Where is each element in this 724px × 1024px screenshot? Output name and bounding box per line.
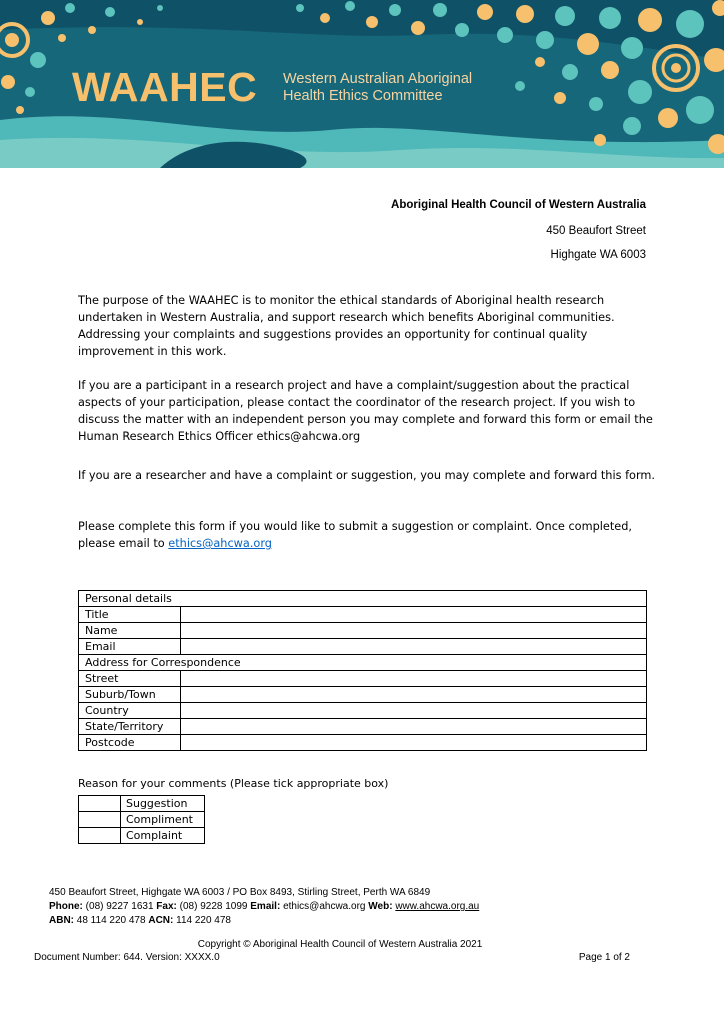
field-label: Street bbox=[79, 671, 181, 687]
reason-title: Reason for your comments (Please tick appropriate box) bbox=[78, 777, 389, 790]
email-field[interactable] bbox=[181, 639, 647, 655]
option-label: Compliment bbox=[121, 812, 205, 828]
address-org: Aboriginal Health Council of Western Australia bbox=[391, 199, 646, 211]
table-row bbox=[79, 671, 647, 687]
phone-value: (08) 9227 1631 bbox=[85, 901, 154, 912]
footer-address: 450 Beaufort Street, Highgate WA 6003 / PO Box 8493, Stirling Street, Perth WA 6849 bbox=[49, 887, 431, 898]
title-field[interactable] bbox=[181, 607, 647, 623]
purpose-paragraph: The purpose of the WAAHEC is to monitor the ethical standards of Aboriginal health research undertaken in Western Australia, and support research which benefits Aboriginal communities. Addressing your complaints and suggestions provides an opportunity for continual quality improvement in this work. bbox=[78, 294, 615, 358]
compliment-checkbox[interactable] bbox=[79, 812, 121, 828]
state-field[interactable] bbox=[181, 719, 647, 735]
page-number: Page 1 of 2 bbox=[578, 952, 630, 963]
suggestion-checkbox[interactable] bbox=[79, 796, 121, 812]
option-label: Suggestion bbox=[121, 796, 205, 812]
postcode-field[interactable] bbox=[181, 735, 647, 751]
header-banner bbox=[0, 0, 724, 168]
acn-value: 114 220 478 bbox=[176, 915, 231, 926]
web-label: Web: bbox=[368, 901, 393, 912]
street-field[interactable] bbox=[181, 671, 647, 687]
instructions-text: Please complete this form if you would like to submit a suggestion or complaint. Once completed, please email to bbox=[78, 520, 632, 550]
table-row bbox=[79, 796, 205, 812]
suburb-field[interactable] bbox=[181, 687, 647, 703]
fax-value: (08) 9228 1099 bbox=[179, 901, 248, 912]
table-row bbox=[79, 623, 647, 639]
field-label: Country bbox=[79, 703, 181, 719]
copyright: Copyright © Aboriginal Health Council of Western Australia 2021 bbox=[197, 939, 483, 950]
table-row bbox=[79, 687, 647, 703]
reason-table bbox=[78, 795, 205, 844]
field-label: Email bbox=[79, 639, 181, 655]
country-field[interactable] bbox=[181, 703, 647, 719]
field-label: State/Territory bbox=[79, 719, 181, 735]
personal-details-header: Personal details bbox=[79, 591, 647, 607]
instructions-paragraph bbox=[78, 518, 658, 552]
waahec-logo: WAAHEC bbox=[72, 64, 258, 110]
acn-label: ACN: bbox=[148, 915, 174, 926]
logo-subtitle-line2: Health Ethics Committee bbox=[283, 88, 443, 104]
address-header: Address for Correspondence bbox=[79, 655, 647, 671]
field-label: Name bbox=[79, 623, 181, 639]
option-label: Complaint bbox=[121, 828, 205, 844]
personal-details-table bbox=[78, 590, 647, 751]
address-street: 450 Beaufort Street bbox=[546, 225, 646, 237]
abn-value: 48 114 220 478 bbox=[76, 915, 146, 926]
logo-subtitle bbox=[283, 71, 472, 105]
field-label: Suburb/Town bbox=[79, 687, 181, 703]
address-suburb: Highgate WA 6003 bbox=[550, 249, 646, 261]
fax-label: Fax: bbox=[156, 901, 177, 912]
complaint-checkbox[interactable] bbox=[79, 828, 121, 844]
researcher-paragraph: If you are a researcher and have a complaint or suggestion, you may complete and forward this form. bbox=[78, 469, 656, 482]
logo-subtitle-line1: Western Australian Aboriginal bbox=[283, 71, 473, 87]
table-row bbox=[79, 639, 647, 655]
table-row bbox=[79, 719, 647, 735]
table-row bbox=[79, 607, 647, 623]
abn-label: ABN: bbox=[49, 915, 74, 926]
field-label: Postcode bbox=[79, 735, 181, 751]
email-value: ethics@ahcwa.org bbox=[283, 901, 366, 912]
ethics-email-link[interactable]: ethics@ahcwa.org bbox=[168, 537, 272, 550]
email-label: Email: bbox=[250, 901, 281, 912]
footer-registration bbox=[49, 914, 231, 928]
footer-contact bbox=[49, 900, 479, 914]
field-label: Title bbox=[79, 607, 181, 623]
table-row bbox=[79, 735, 647, 751]
web-link[interactable]: www.ahcwa.org.au bbox=[395, 901, 480, 912]
document-number: Document Number: 644. Version: XXXX.0 bbox=[34, 952, 220, 963]
participant-paragraph: If you are a participant in a research project and have a complaint/suggestion about the practical aspects of your participation, please contact the coordinator of the research project. If you wish to discuss the matter with an independent person you may complete and forward this form or email the Human Research Ethics Officer ethics@ahcwa.org bbox=[78, 379, 653, 443]
name-field[interactable] bbox=[181, 623, 647, 639]
table-row bbox=[79, 812, 205, 828]
table-row bbox=[79, 703, 647, 719]
phone-label: Phone: bbox=[49, 901, 83, 912]
table-row bbox=[79, 828, 205, 844]
